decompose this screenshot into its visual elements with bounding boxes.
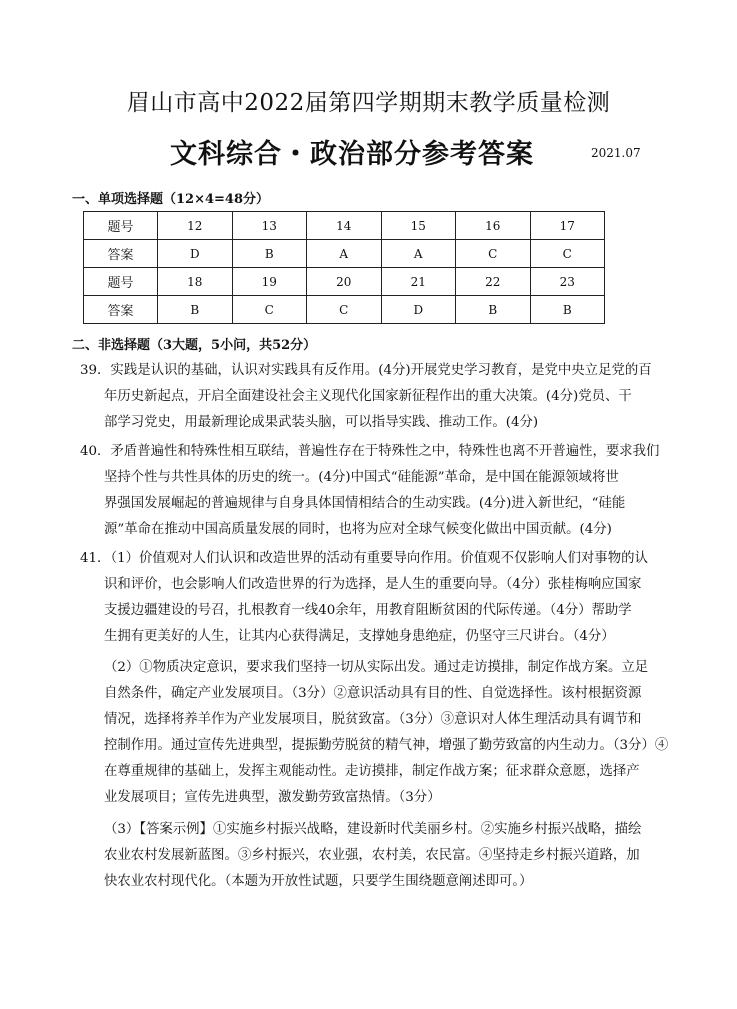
table-cell: C <box>307 296 382 324</box>
table-cell: B <box>232 240 307 268</box>
table-cell: A <box>307 240 382 268</box>
table-cell: C <box>530 240 605 268</box>
exam-date: 2021.07 <box>591 146 641 160</box>
answer-line: 自然条件，确定产业发展项目。（3分）②意识活动具有目的性、自觉选择性。该村根据资源 <box>104 686 642 701</box>
question-41-part3-answer <box>104 817 664 895</box>
answer-line: 41．（1）价值观对人们认识和改造世界的活动有重要导向作用。价值观不仅影响人们对事物的认 <box>80 551 648 566</box>
answer-line: 快农业农村现代化。（本题为开放性试题，只要学生围绕题意阐述即可。） <box>104 874 533 889</box>
answer-line: 40．矛盾普遍性和特殊性相互联结，普遍性存在于特殊性之中，特殊性也离不开普遍性，要求我们 <box>80 444 660 459</box>
row-label: 答案 <box>84 240 158 268</box>
answer-line: 识和评价，也会影响人们改造世界的行为选择，是人生的重要向导。（4分）张桂梅响应国家 <box>104 577 642 592</box>
table-cell: 13 <box>232 212 307 240</box>
table-cell: 18 <box>158 268 233 296</box>
answer-line: 坚持个性与共性具体的历史的统一。(4分)中国式“硅能源”革命，是中国在能源领域将世 <box>104 470 619 485</box>
exam-title: 眉山市高中2022届第四学期期末教学质量检测 <box>126 90 611 116</box>
row-label: 题号 <box>84 268 158 296</box>
answer-line: （3）【答案示例】①实施乡村振兴战略，建设新时代美丽乡村。②实施乡村振兴战略，描绘 <box>104 822 642 837</box>
answer-line: 39．实践是认识的基础，认识对实践具有反作用。(4分)开展党史学习教育，是党中央立足党的百 <box>80 363 652 378</box>
answer-line: 界强国发展崛起的普遍规律与自身具体国情相结合的生动实践。(4分)进入新世纪，“硅能 <box>104 496 626 511</box>
table-cell: 22 <box>456 268 531 296</box>
question-39-answer <box>80 358 666 436</box>
table-cell: D <box>381 296 456 324</box>
answer-line: 控制作用。通过宣传先进典型，提振勤劳脱贫的精气神，增强了勤劳致富的内生动力。（3分）④ <box>104 738 669 753</box>
table-cell: D <box>158 240 233 268</box>
question-41-part1-answer <box>80 546 666 650</box>
answer-line: （2）①物质决定意识，要求我们坚持一切从实际出发。通过走访摸排，制定作战方案。立足 <box>104 660 649 675</box>
section1-heading: 一、单项选择题（12×4=48分） <box>72 192 270 207</box>
table-cell: 17 <box>530 212 605 240</box>
answer-line: 年历史新起点，开启全面建设社会主义现代化国家新征程作出的重大决策。(4分)党员、干 <box>104 389 632 404</box>
table-row <box>84 212 605 240</box>
table-cell: C <box>232 296 307 324</box>
table-cell: C <box>456 240 531 268</box>
answer-line: 支援边疆建设的号召，扎根教育一线40余年，用教育阻断贫困的代际传递。（4分）帮助学 <box>104 603 632 618</box>
section2-heading: 二、非选择题（3大题，5小问，共52分） <box>72 338 317 353</box>
table-cell: A <box>381 240 456 268</box>
table-row <box>84 240 605 268</box>
row-label: 题号 <box>84 212 158 240</box>
answer-line: 业发展项目；宣传先进典型，激发勤劳致富热情。（3分） <box>104 790 441 805</box>
table-cell: 14 <box>307 212 382 240</box>
table-cell: B <box>530 296 605 324</box>
answer-line: 在尊重规律的基础上，发挥主观能动性。走访摸排，制定作战方案；征求群众意愿，选择产 <box>104 764 640 779</box>
row-label: 答案 <box>84 296 158 324</box>
table-cell: 12 <box>158 212 233 240</box>
table-cell: 19 <box>232 268 307 296</box>
table-row <box>84 296 605 324</box>
question-41-part2-answer <box>104 655 669 811</box>
table-cell: 15 <box>381 212 456 240</box>
answer-table <box>83 211 605 324</box>
question-40-answer <box>80 439 666 543</box>
answer-line: 源”革命在推动中国高质量发展的同时，也将为应对全球气候变化做出中国贡献。(4分) <box>104 522 612 537</box>
table-cell: 20 <box>307 268 382 296</box>
answer-line: 情况，选择将养羊作为产业发展项目，脱贫致富。（3分）③意识对人体生理活动具有调节和 <box>104 712 642 727</box>
answer-line: 生拥有更美好的人生，让其内心获得满足，支撑她身患绝症，仍坚守三尺讲台。（4分） <box>104 629 615 644</box>
table-cell: B <box>456 296 531 324</box>
subject-title: 文科综合・政治部分参考答案 <box>170 139 534 170</box>
table-cell: 21 <box>381 268 456 296</box>
table-cell: 23 <box>530 268 605 296</box>
table-row <box>84 268 605 296</box>
answer-line: 部学习党史，用最新理论成果武装头脑，可以指导实践、推动工作。(4分) <box>104 415 539 430</box>
answer-line: 农业农村发展新蓝图。③乡村振兴，农业强，农村美，农民富。④坚持走乡村振兴道路，加 <box>104 848 640 863</box>
table-cell: 16 <box>456 212 531 240</box>
table-cell: B <box>158 296 233 324</box>
